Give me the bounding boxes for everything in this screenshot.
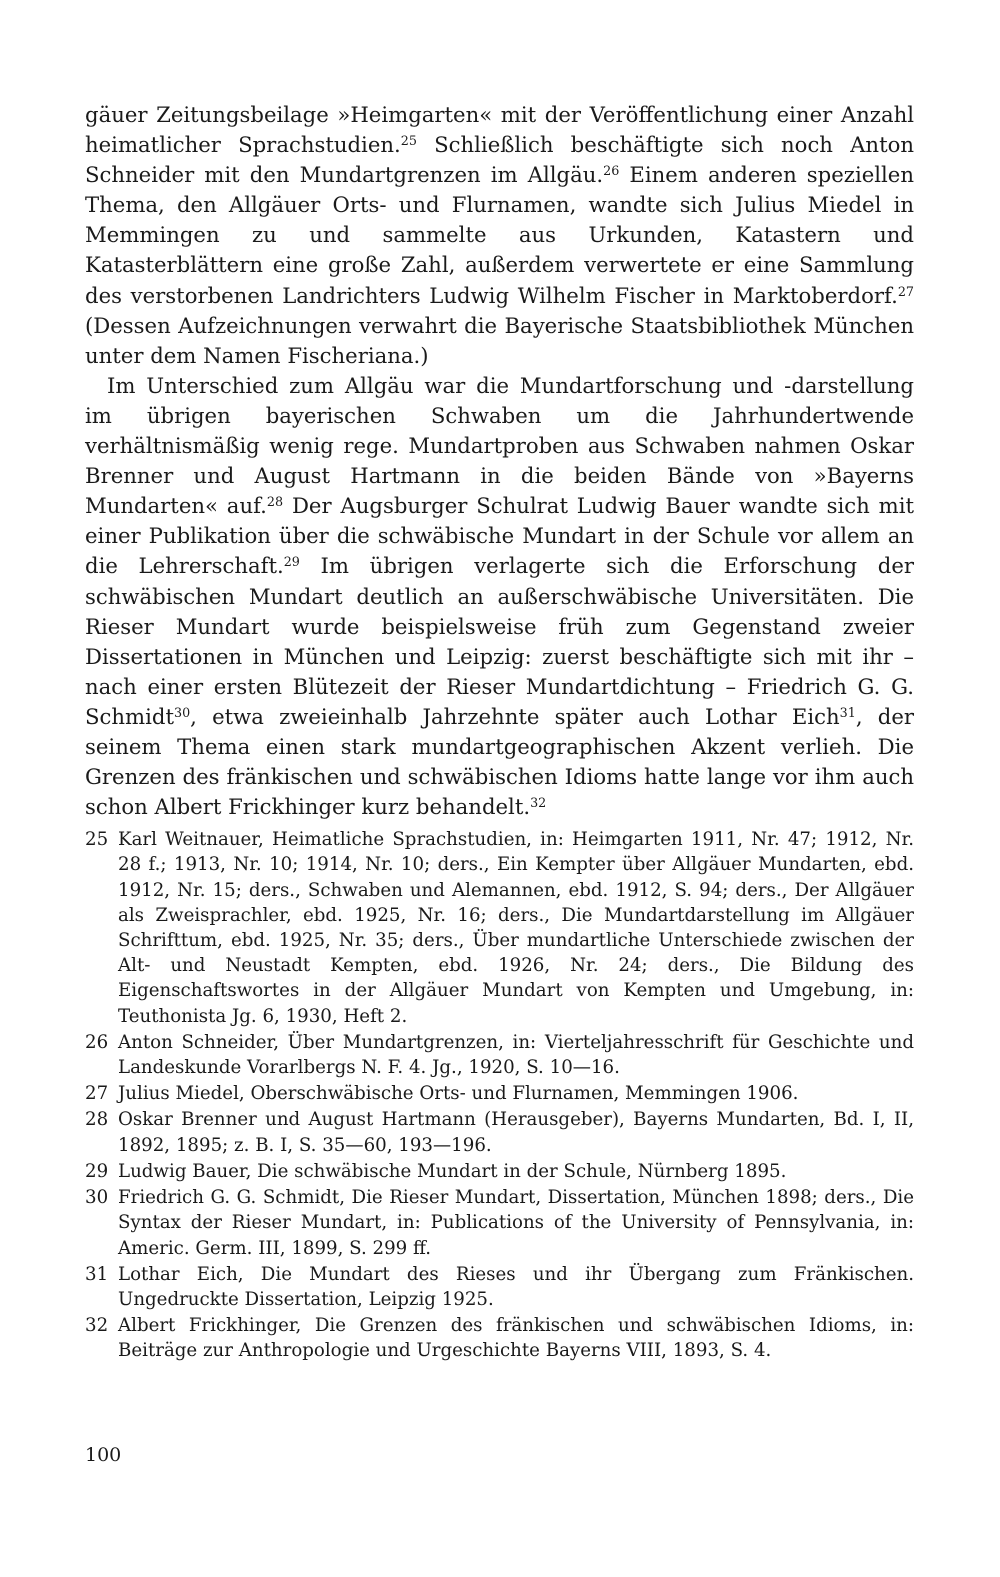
- main-text: [85, 100, 914, 822]
- paragraph-1: [85, 100, 914, 371]
- footnote-text: Friedrich G. G. Schmidt, Die Rieser Mundart, Dissertation, München 1898; ders., Die Syntax der Rieser Mundart, in: Publications of the University of Pennsylvania, in: Americ. Germ. III, 1899, S. 299 ff.: [118, 1187, 914, 1259]
- footnote-number: 27: [85, 1083, 109, 1105]
- footnote-ref-30[interactable]: 30: [173, 704, 191, 720]
- footnote-number: 32: [85, 1315, 109, 1337]
- footnote-text: Julius Miedel, Oberschwäbische Orts- und Flurnamen, Memmingen 1906.: [118, 1083, 799, 1105]
- footnote-32: [85, 1313, 914, 1363]
- paragraph-2: [85, 371, 914, 822]
- paragraph-2-text-a: Im Unterschied zum Allgäu war die Mundartforschung und -darstellung im übrigen bayerischen Schwaben um die Jahrhundertwende verhältnismäßig wenig rege. Mundartproben aus Schwaben nahmen Oskar Brenner und August Hartmann in die beiden Bände von »Bayerns Mundarten« auf.: [85, 372, 914, 519]
- paragraph-2-text-c: Im übrigen verlagerte sich die Erforschung der schwäbischen Mundart deutlich an außerschwäbische Universitäten. Die Rieser Mundart wurde beispielsweise früh zum Gegenstand zweier Dissertationen in München und Leipzig: zuerst beschäftigte sich mit ihr – nach einer ersten Blütezeit der Rieser Mundartdichtung – Friedrich G. G. Schmidt: [85, 553, 914, 729]
- footnote-number: 25: [85, 829, 109, 851]
- paragraph-2-text-b: Der Augsburger Schulrat Ludwig Bauer wandte sich mit einer Publikation über die schwäbische Mundart in der Schule vor allem an die Lehrerschaft.: [85, 493, 915, 579]
- footnote-text: Ludwig Bauer, Die schwäbische Mundart in der Schule, Nürnberg 1895.: [118, 1160, 787, 1182]
- paragraph-1-text-b: Schließlich beschäftigte sich noch Anton Schneider mit den Mundartgrenzen im Allgäu.: [85, 132, 914, 188]
- paragraph-2-text-d: , etwa zweieinhalb Jahrzehnte später auch Lothar Eich: [190, 703, 840, 729]
- footnote-30: [85, 1185, 914, 1261]
- footnote-text: Anton Schneider, Über Mundartgrenzen, in: Vierteljahresschrift für Geschichte und Landeskunde Vorarlbergs N. F. 4. Jg., 1920, S. 10—16.: [118, 1031, 914, 1079]
- paragraph-1-text-a: gäuer Zeitungsbeilage »Heimgarten« mit der Veröffentlichung einer Anzahl heimatlicher Sprachstudien.: [85, 102, 914, 158]
- footnote-text: Albert Frickhinger, Die Grenzen des fränkischen und schwäbischen Idioms, in: Beiträge zur Anthropologie und Urgeschichte Bayerns VIII, 1893, S. 4.: [118, 1315, 914, 1362]
- page-number: 100: [85, 1444, 122, 1466]
- footnote-ref-27[interactable]: 27: [897, 283, 914, 299]
- footnote-28: [85, 1107, 914, 1157]
- footnote-text: Karl Weitnauer, Heimatliche Sprachstudien, in: Heimgarten 1911, Nr. 47; 1912, Nr. 28 f.; 1913, Nr. 10; 1914, Nr. 10; ders., Ein Kempter über Allgäuer Mundarten, ebd. 1912, Nr. 15; ders., Schwaben und Alemannen, ebd. 1912, S. 94; ders., Der Allgäuer als Zweisprachler, ebd. 1925, Nr. 16; ders., Die Mundartdarstellung im Allgäuer Schrifttum, ebd. 1925, Nr. 35; ders., Über mundartliche Unterschiede zwischen der Alt- und Neustadt Kempten, ebd. 1926, Nr. 24; ders., Die Bildung des Eigenschaftswortes in der Allgäuer Mundart von Kempten und Umgebung, in: Teuthonista Jg. 6, 1930, Heft 2.: [118, 829, 914, 1027]
- footnotes: [85, 827, 914, 1363]
- footnote-text: Oskar Brenner und August Hartmann (Herausgeber), Bayerns Mundarten, Bd. I, II, 1892, 1895; z. B. I, S. 35—60, 193—196.: [118, 1109, 914, 1156]
- footnote-number: 30: [85, 1187, 109, 1209]
- footnote-number: 31: [85, 1263, 109, 1285]
- footnote-text: Lothar Eich, Die Mundart des Rieses und ihr Übergang zum Fränkischen. Ungedruckte Dissertation, Leipzig 1925.: [118, 1263, 914, 1310]
- footnote-ref-32[interactable]: 32: [530, 795, 547, 811]
- footnote-29: [85, 1159, 914, 1184]
- footnote-ref-29[interactable]: 29: [283, 554, 300, 570]
- footnote-number: 29: [85, 1160, 109, 1182]
- page-content: [85, 100, 914, 1364]
- footnote-number: 28: [85, 1109, 109, 1131]
- paragraph-1-text-d: (Dessen Aufzeichnungen verwahrt die Bayerische Staatsbibliothek München unter dem Namen Fischeriana.): [85, 312, 914, 368]
- footnote-25: [85, 827, 914, 1029]
- footnote-number: 26: [85, 1031, 109, 1053]
- footnote-ref-28[interactable]: 28: [266, 494, 284, 510]
- footnote-26: [85, 1030, 914, 1080]
- paragraph-1-text-c: Einem anderen speziellen Thema, den Allgäuer Orts- und Flurnamen, wandte sich Julius Miedel in Memmingen zu und sammelte aus Urkunden, Katastern und Katasterblättern eine große Zahl, außerdem verwertete er eine Sammlung des verstorbenen Landrichters Ludwig Wilhelm Fischer in Marktoberdorf.: [85, 162, 914, 308]
- footnote-ref-26[interactable]: 26: [603, 163, 620, 179]
- footnote-ref-25[interactable]: 25: [400, 133, 417, 149]
- footnote-31: [85, 1262, 914, 1312]
- footnote-27: [85, 1081, 914, 1106]
- footnote-ref-31[interactable]: 31: [839, 704, 856, 720]
- paragraph-2-text-e: , der seinem Thema einen stark mundartgeographischen Akzent verlieh. Die Grenzen des fränkischen und schwäbischen Idioms hatte lange vor ihm auch schon Albert Frickhinger kurz behandelt.: [85, 703, 915, 820]
